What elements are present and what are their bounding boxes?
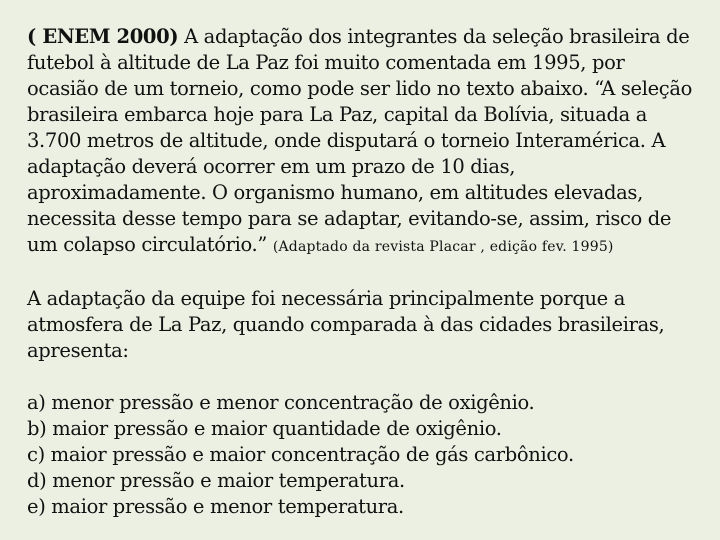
option-c: c) maior pressão e maior concentração de gás carbônico.: [27, 443, 574, 466]
question-prompt: A adaptação da equipe foi necessária principalmente porque a atmosfera de La Paz, quando comparada à das cidades brasileiras, apresenta:: [27, 287, 665, 362]
option-b: b) maior pressão e maior quantidade de oxigênio.: [27, 417, 502, 440]
question-context: [27, 24, 695, 260]
source-citation: (Adaptado da revista Placar , edição fev. 1995): [272, 239, 614, 255]
exam-tag: ( ENEM 2000): [27, 25, 179, 48]
option-d: d) menor pressão e maior temperatura.: [27, 469, 405, 492]
answer-options: [27, 390, 695, 520]
context-text: A adaptação dos integrantes da seleção brasileira de futebol à altitude de La Paz foi muito comentada em 1995, por ocasião de um torneio, como pode ser lido no texto abaixo. “A seleção brasileira embarca hoje para La Paz, capital da Bolívia, situada a 3.700 metros de altitude, onde disputará o torneio Interamérica. A adaptação deverá ocorrer em um prazo de 10 dias, aproximadamente. O organismo humano, em altitudes elevadas, necessita desse tempo para se adaptar, evitando-se, assim, risco de um colapso circulatório.”: [27, 25, 693, 256]
question-slide: [27, 24, 695, 520]
spacer: [27, 364, 695, 390]
option-a: a) menor pressão e menor concentração de oxigênio.: [27, 391, 535, 414]
option-e: e) maior pressão e menor temperatura.: [27, 495, 404, 518]
spacer: [27, 260, 695, 286]
